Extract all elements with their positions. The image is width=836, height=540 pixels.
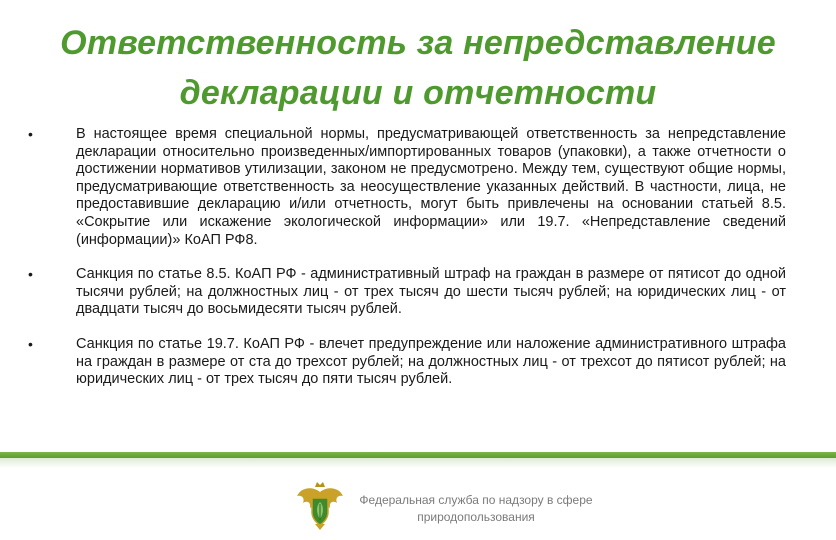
bullet-list [28, 126, 786, 406]
bullet-marker: • [28, 335, 33, 352]
bullet-item [28, 336, 786, 389]
bullet-text: Санкция по статье 19.7. КоАП РФ - влечет предупреждение или наложение административного штрафа на граждан в размере от ста до трехсот рублей; на должностных лиц - от трехсот до пятисот рублей; на юридических лиц - от трех тысяч до пяти тысяч рублей. [76, 335, 786, 388]
bullet-text: В настоящее время специальной нормы, предусматривающей ответственность за непредставление декларации относительно произведенных/импортированных товаров (упаковки), а также отчетности о достижении нормативов утилизации, законом не предусмотрено. Между тем, существуют общие нормы, предусматривающие ответственность за неосуществление указанных действий. В частности, лица, не предоставившие декларацию и/или отчетность, могут быть привлечены на основании статьей 8.5. «Сокрытие или искажение экологической информации» или 19.7. «Непредставление сведений (информации)» КоАП РФ8. [76, 126, 786, 248]
bullet-item [28, 126, 786, 249]
agency-name-line-2: природопользования [417, 510, 535, 524]
agency-name [356, 492, 596, 526]
agency-name-line-1: Федеральная служба по надзору в сфере [359, 493, 593, 507]
footer-divider-shadow [0, 458, 836, 468]
rosprirodnadzor-emblem-icon [293, 478, 347, 532]
bullet-text: Санкция по статье 8.5. КоАП РФ - административный штраф на граждан в размере от пятисот до одной тысячи рублей; на должностных лиц - от трех тысяч до шести тысяч рублей; на юридических лиц - от двадцати тысяч до восьмидесяти тысяч рублей. [76, 266, 786, 318]
slide-title: Ответственность за непредставление декларации и отчетности [60, 24, 776, 112]
bullet-item [28, 266, 786, 319]
bullet-marker: • [28, 126, 33, 142]
bullet-marker: • [28, 266, 33, 283]
